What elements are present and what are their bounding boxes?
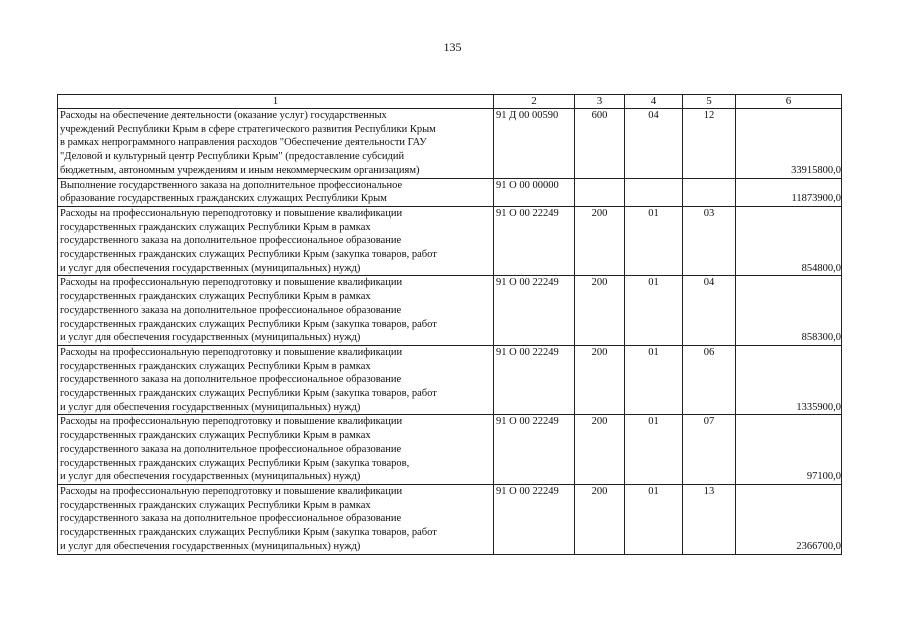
subsection-code: 06 [683, 345, 736, 415]
section-code: 04 [625, 109, 683, 179]
expense-type-code: 200 [575, 276, 625, 346]
column-header: 6 [736, 95, 842, 109]
target-article-code: 91 О 00 22249 [494, 345, 575, 415]
expense-type-code: 200 [575, 484, 625, 554]
amount-value: 11873900,0 [736, 178, 842, 206]
expense-name-line: государственных гражданских служащих Республики Крым (закупка товаров, работ [60, 249, 437, 261]
expense-type-code [575, 178, 625, 206]
expense-name-line: в рамках непрограммного направления расходов "Обеспечение деятельности ГАУ [60, 137, 427, 149]
target-article-code: 91 О 00 22249 [494, 484, 575, 554]
column-header: 1 [58, 95, 494, 109]
section-code [625, 178, 683, 206]
section-code: 01 [625, 345, 683, 415]
amount-value: 854800,0 [736, 206, 842, 276]
budget-table [57, 94, 842, 555]
column-header: 2 [494, 95, 575, 109]
subsection-code: 04 [683, 276, 736, 346]
expense-name-line: бюджетным, автономным учреждениям и иным некоммерческим организациям) [60, 164, 420, 176]
expense-name-cell [58, 178, 494, 206]
target-article-code: 91 О 00 22249 [494, 415, 575, 485]
expense-type-code: 200 [575, 415, 625, 485]
table-header-row [58, 95, 842, 109]
expense-name-line: Расходы на профессиональную переподготовку и повышение квалификации [60, 207, 403, 219]
expense-name-line: государственных гражданских служащих Республики Крым в рамках [60, 430, 371, 442]
subsection-code: 07 [683, 415, 736, 485]
page-number: 135 [443, 40, 462, 54]
target-article-code: 91 О 00 22249 [494, 276, 575, 346]
expense-name-line: и услуг для обеспечения государственных (муниципальных) нужд) [60, 540, 361, 552]
section-code: 01 [625, 276, 683, 346]
expense-name-line: государственного заказа на дополнительное профессиональное образование [60, 513, 402, 525]
expense-name-cell [58, 276, 494, 346]
expense-name-cell [58, 345, 494, 415]
column-header: 3 [575, 95, 625, 109]
expense-name-line: государственных гражданских служащих Республики Крым в рамках [60, 499, 371, 511]
expense-name-line: государственных гражданских служащих Республики Крым (закупка товаров, работ [60, 318, 437, 330]
amount-value: 858300,0 [736, 276, 842, 346]
subsection-code [683, 178, 736, 206]
table-row [58, 109, 842, 179]
expense-name-line: Расходы на профессиональную переподготовку и повышение квалификации [60, 346, 403, 358]
expense-name-line: и услуг для обеспечения государственных (муниципальных) нужд) [60, 332, 361, 344]
expense-name-cell [58, 484, 494, 554]
column-header: 4 [625, 95, 683, 109]
table-row [58, 415, 842, 485]
section-code: 01 [625, 206, 683, 276]
expense-name-line: образование государственных гражданских служащих Республики Крым [60, 193, 387, 205]
target-article-code: 91 О 00 22249 [494, 206, 575, 276]
subsection-code: 13 [683, 484, 736, 554]
expense-name-line: и услуг для обеспечения государственных (муниципальных) нужд) [60, 471, 361, 483]
target-article-code: 91 О 00 00000 [494, 178, 575, 206]
expense-name-line: Расходы на обеспечение деятельности (оказание услуг) государственных [60, 110, 387, 121]
table-row [58, 345, 842, 415]
expense-name-line: государственных гражданских служащих Республики Крым (закупка товаров, работ [60, 527, 437, 539]
expense-name-line: государственных гражданских служащих Республики Крым в рамках [60, 221, 371, 233]
expense-name-line: Расходы на профессиональную переподготовку и повышение квалификации [60, 277, 403, 289]
expense-name-line: учреждений Республики Крым в сфере стратегического развития Республики Крым [60, 123, 436, 135]
expense-name-line: государственного заказа на дополнительное профессиональное образование [60, 443, 402, 455]
expense-name-cell [58, 415, 494, 485]
section-code: 01 [625, 484, 683, 554]
expense-name-line: "Деловой и культурный центр Республики Крым" (предоставление субсидий [60, 151, 405, 163]
expense-name-line: государственного заказа на дополнительное профессиональное образование [60, 235, 402, 247]
table-row [58, 206, 842, 276]
column-header: 5 [683, 95, 736, 109]
expense-name-cell [58, 206, 494, 276]
amount-value: 2366700,0 [736, 484, 842, 554]
expense-type-code: 200 [575, 345, 625, 415]
expense-name-line: государственных гражданских служащих Республики Крым (закупка товаров, [60, 457, 410, 469]
amount-value: 97100,0 [736, 415, 842, 485]
expense-name-line: Расходы на профессиональную переподготовку и повышение квалификации [60, 416, 403, 428]
subsection-code: 03 [683, 206, 736, 276]
table-row [58, 484, 842, 554]
expense-name-line: государственных гражданских служащих Республики Крым (закупка товаров, работ [60, 388, 437, 400]
amount-value: 33915800,0 [736, 109, 842, 179]
table-row [58, 276, 842, 346]
expense-name-cell [58, 109, 494, 179]
target-article-code: 91 Д 00 00590 [494, 109, 575, 179]
table-row [58, 178, 842, 206]
expense-name-line: и услуг для обеспечения государственных (муниципальных) нужд) [60, 262, 361, 274]
expense-name-line: и услуг для обеспечения государственных (муниципальных) нужд) [60, 401, 361, 413]
expense-name-line: государственных гражданских служащих Республики Крым в рамках [60, 291, 371, 303]
section-code: 01 [625, 415, 683, 485]
expense-type-code: 600 [575, 109, 625, 179]
expense-name-line: государственного заказа на дополнительное профессиональное образование [60, 374, 402, 386]
expense-name-line: Выполнение государственного заказа на дополнительное профессиональное [60, 179, 403, 191]
expense-name-line: Расходы на профессиональную переподготовку и повышение квалификации [60, 485, 403, 497]
expense-name-line: государственного заказа на дополнительное профессиональное образование [60, 304, 402, 316]
subsection-code: 12 [683, 109, 736, 179]
expense-name-line: государственных гражданских служащих Республики Крым в рамках [60, 360, 371, 372]
expense-type-code: 200 [575, 206, 625, 276]
amount-value: 1335900,0 [736, 345, 842, 415]
